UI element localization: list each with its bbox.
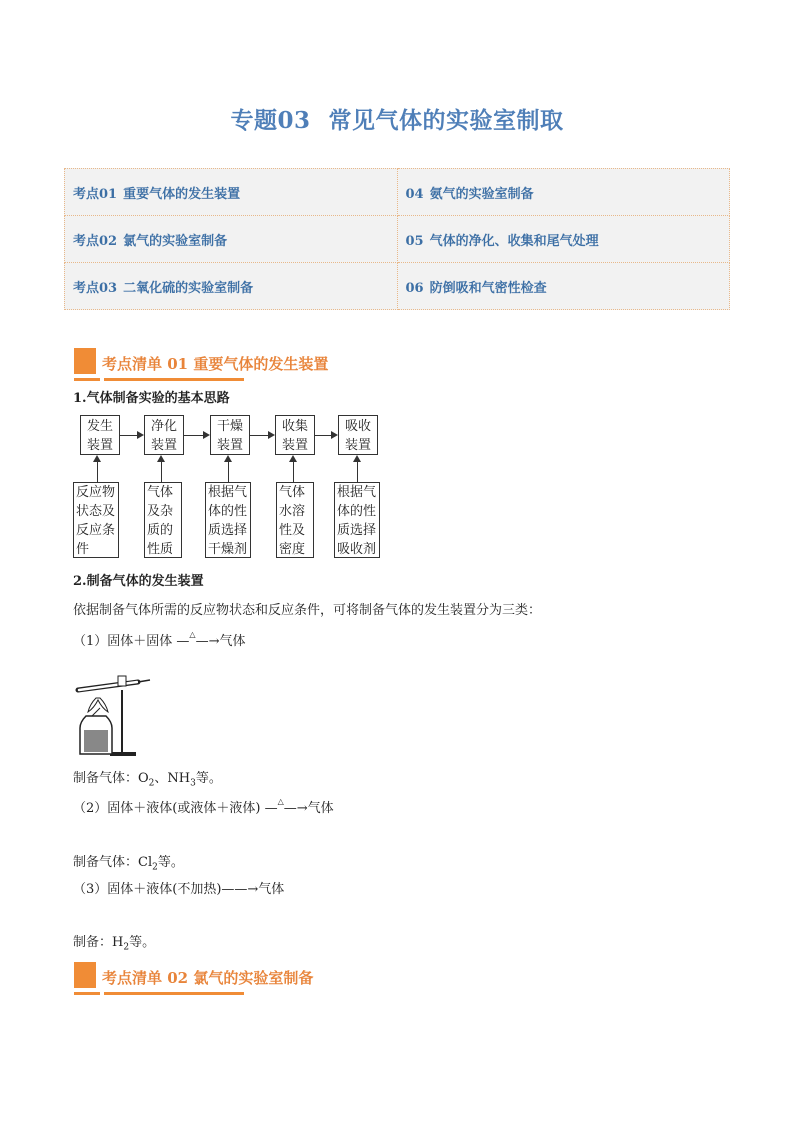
toc-item[interactable] xyxy=(397,263,730,310)
gas-list-3 xyxy=(73,931,155,953)
flow-text: 根据气 xyxy=(337,485,377,500)
reaction-type-3: （3）固体＋液体(不加热)——→气体 xyxy=(73,882,285,897)
text-fragment: 等。 xyxy=(157,855,184,870)
section-name: 重要气体的发生装置 xyxy=(193,355,329,373)
flow-connector xyxy=(228,462,229,482)
flow-text: 气体 xyxy=(279,485,306,500)
flow-detail-box xyxy=(144,482,182,558)
text-fragment: 、NH xyxy=(154,771,191,786)
arrow-up-icon xyxy=(289,455,297,462)
flow-text: 装置 xyxy=(150,438,177,453)
section-marker xyxy=(74,348,96,374)
intro-paragraph: 依据制备气体所需的反应物状态和反应条件，可将制备气体的发生装置分为三类： xyxy=(73,603,542,618)
flow-connector xyxy=(357,462,358,482)
flow-text: 体的性 xyxy=(337,504,377,519)
flow-text: 反应物 xyxy=(76,485,116,500)
section-number: 01 xyxy=(167,355,189,373)
flow-text: 质选择 xyxy=(208,523,248,538)
text-fragment: 制备：H xyxy=(73,935,124,950)
title-number: 03 xyxy=(277,107,311,134)
flow-connector xyxy=(315,435,331,436)
toc-table xyxy=(64,168,730,310)
flow-text: 净化 xyxy=(150,419,177,434)
flow-text: 状态及 xyxy=(76,504,116,519)
flow-text: 性及 xyxy=(279,523,306,538)
reaction-arrow: —△—→ xyxy=(176,630,220,649)
heat-symbol: △ xyxy=(189,630,196,639)
section-label: 考点清单 xyxy=(102,355,163,373)
flow-text: 装置 xyxy=(216,438,243,453)
text-fragment: 制备气体：Cl xyxy=(73,855,153,870)
flow-connector xyxy=(97,462,98,482)
flow-text: 件 xyxy=(76,542,90,557)
toc-label: 气体的净化、收集和尾气处理 xyxy=(429,233,599,249)
flow-text: 发生 xyxy=(86,419,113,434)
flow-detail-box xyxy=(205,482,251,558)
flow-connector xyxy=(250,435,268,436)
flow-text: 气体 xyxy=(147,485,174,500)
subscript: 2 xyxy=(148,778,155,789)
toc-code: 06 xyxy=(405,280,424,296)
flow-text: 水溶 xyxy=(279,504,306,519)
flow-box-generation xyxy=(80,415,120,455)
flow-connector xyxy=(184,435,203,436)
flow-box-absorption xyxy=(338,415,378,455)
flow-text: 根据气 xyxy=(208,485,248,500)
toc-label: 氯气的实验室制备 xyxy=(123,233,228,249)
reaction-reactants: （1）固体＋固体 xyxy=(73,634,173,649)
arrow-up-icon xyxy=(224,455,232,462)
toc-code: 考点03 xyxy=(73,280,118,296)
subscript: 2 xyxy=(123,942,130,953)
flow-connector xyxy=(161,462,162,482)
flow-text: 密度 xyxy=(279,542,306,557)
toc-row xyxy=(65,263,730,310)
toc-code: 04 xyxy=(405,186,424,202)
title-text: 常见气体的实验室制取 xyxy=(328,107,564,134)
flow-detail-box xyxy=(73,482,119,558)
reaction-type-1 xyxy=(73,630,246,649)
section-marker xyxy=(74,962,96,988)
arrow-up-icon xyxy=(353,455,361,462)
flow-text: 装置 xyxy=(281,438,308,453)
flow-box-purification xyxy=(144,415,184,455)
gas-list-1 xyxy=(73,767,222,789)
flow-text: 质选择 xyxy=(337,523,377,538)
flow-detail-box xyxy=(334,482,380,558)
toc-row xyxy=(65,169,730,216)
flow-text: 反应条 xyxy=(76,523,116,538)
flow-connector xyxy=(120,435,137,436)
flow-text: 收集 xyxy=(281,419,308,434)
flow-text: 体的性 xyxy=(208,504,248,519)
arrow-right-icon xyxy=(203,431,210,439)
section-title xyxy=(102,353,328,374)
toc-row xyxy=(65,216,730,263)
subscript: 2 xyxy=(152,862,158,873)
toc-code: 考点02 xyxy=(73,233,118,249)
title-prefix: 专题 xyxy=(230,107,278,134)
arrow-right-icon xyxy=(331,431,338,439)
flow-text: 吸收剂 xyxy=(337,542,377,557)
section-underline xyxy=(104,992,244,995)
arrow-up-icon xyxy=(157,455,165,462)
reaction-type-2 xyxy=(73,797,334,816)
flow-connector xyxy=(293,462,294,482)
section-label: 考点清单 xyxy=(102,969,163,987)
flow-box-drying xyxy=(210,415,250,455)
flow-text: 质的 xyxy=(147,523,174,538)
reaction-product: 气体 xyxy=(219,634,246,649)
toc-label: 重要气体的发生装置 xyxy=(123,186,241,202)
section-underline xyxy=(74,992,100,995)
subheading-1: 1.气体制备实验的基本思路 xyxy=(73,391,230,406)
subscript: 3 xyxy=(190,778,196,789)
toc-item[interactable] xyxy=(65,216,398,263)
flow-text: 吸收 xyxy=(344,419,371,434)
flow-text: 性质 xyxy=(147,542,174,557)
text-fragment: 等。 xyxy=(129,935,156,950)
section-underline xyxy=(74,378,100,381)
arrow-right-icon xyxy=(268,431,275,439)
flow-detail-box xyxy=(276,482,314,558)
toc-item[interactable] xyxy=(397,216,730,263)
toc-item[interactable] xyxy=(397,169,730,216)
toc-item[interactable] xyxy=(65,169,398,216)
flow-text: 及杂 xyxy=(147,504,174,519)
apparatus-illustration xyxy=(72,668,158,760)
subheading-2: 2.制备气体的发生装置 xyxy=(73,574,204,589)
arrow-up-icon xyxy=(93,455,101,462)
reaction-product: 气体 xyxy=(307,801,334,816)
flow-box-collection xyxy=(275,415,315,455)
page-title xyxy=(0,102,794,135)
arrow-right-icon xyxy=(137,431,144,439)
text-fragment: 制备气体：O xyxy=(73,771,149,786)
toc-label: 氨气的实验室制备 xyxy=(429,186,534,202)
section-underline xyxy=(104,378,244,381)
flow-text: 干燥剂 xyxy=(208,542,248,557)
section-title xyxy=(102,967,313,988)
toc-label: 防倒吸和气密性检查 xyxy=(429,280,547,296)
reaction-arrow: —△—→ xyxy=(264,797,308,816)
text-fragment: 等。 xyxy=(195,771,222,786)
flow-text: 干燥 xyxy=(216,419,243,434)
section-number: 02 xyxy=(167,969,189,987)
gas-list-2 xyxy=(73,851,184,873)
toc-code: 考点01 xyxy=(73,186,118,202)
section-name: 氯气的实验室制备 xyxy=(193,969,314,987)
flow-text: 装置 xyxy=(86,438,113,453)
toc-label: 二氧化硫的实验室制备 xyxy=(123,280,254,296)
toc-item[interactable] xyxy=(65,263,398,310)
flow-text: 装置 xyxy=(344,438,371,453)
toc-code: 05 xyxy=(405,233,424,249)
heat-symbol: △ xyxy=(277,797,284,806)
reaction-reactants: （2）固体＋液体(或液体＋液体) xyxy=(73,801,261,816)
